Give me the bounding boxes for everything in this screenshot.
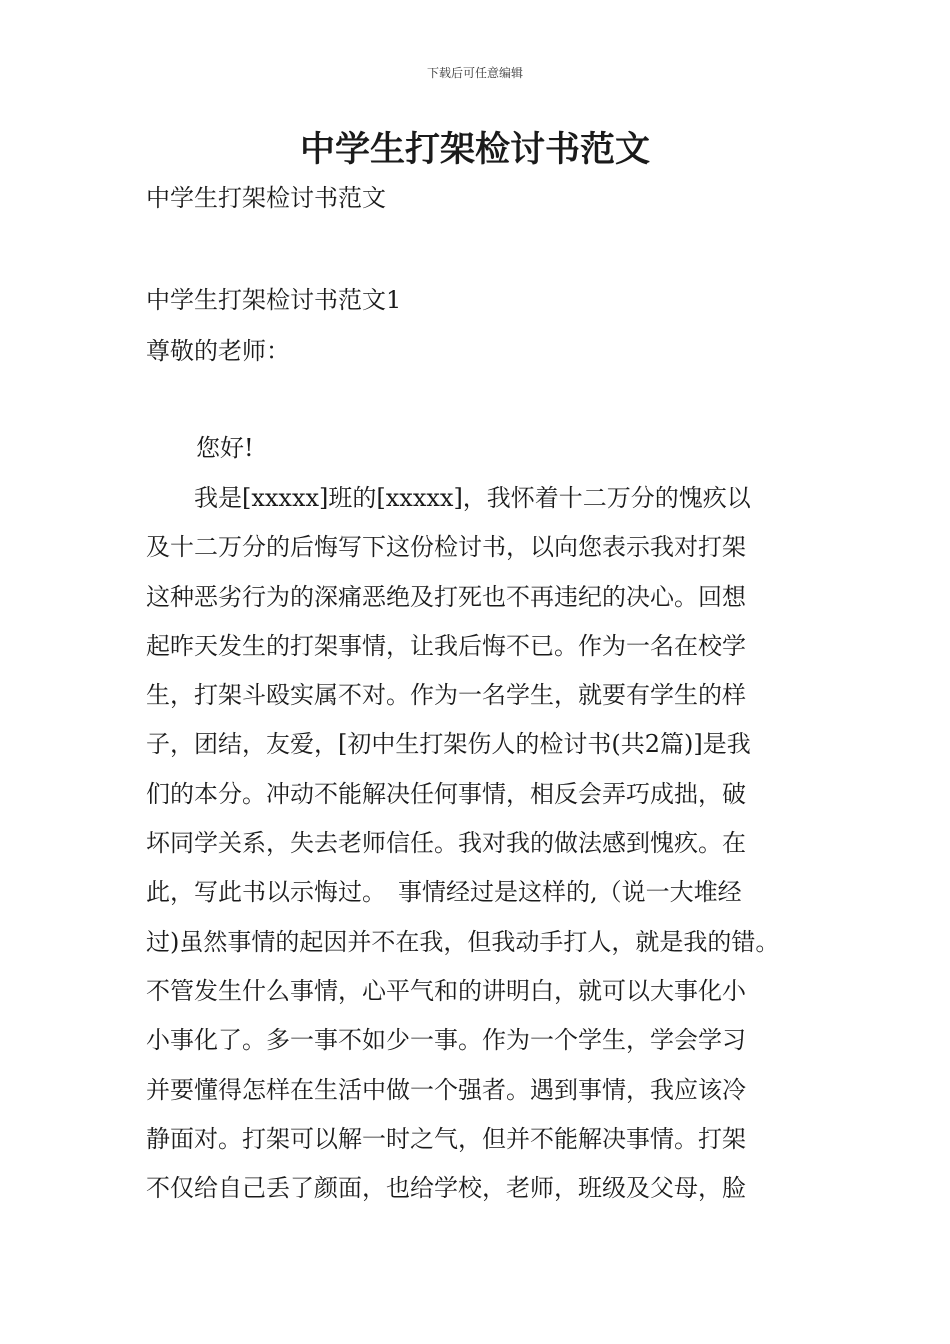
body-line: 我是[xxxxx]班的[xxxxx]，我怀着十二万分的愧疚以 xyxy=(146,484,751,512)
body-line: 不管发生什么事情，心平气和的讲明白，就可以大事化小 xyxy=(146,976,746,1005)
body-line: 静面对。打架可以解一时之气，但并不能解决事情。打架 xyxy=(146,1124,746,1153)
header-note: 下载后可任意编辑 xyxy=(426,66,523,80)
body-line: 此，写此书以示悔过。 事情经过是这样的,（说一大堆经 xyxy=(146,878,742,907)
body-line: 们的本分。冲动不能解决任何事情，相反会弄巧成拙，破 xyxy=(146,779,746,808)
body-line: 子，团结，友爱，[初中生打架伤人的检讨书(共2篇)]是我 xyxy=(146,730,751,759)
greeting: 您好! xyxy=(196,434,254,462)
document-title: 中学生打架检讨书范文 xyxy=(299,129,650,170)
letter-body xyxy=(146,478,806,1217)
body-line: 不仅给自己丢了颜面，也给学校，老师，班级及父母，脸 xyxy=(146,1174,746,1203)
body-line: 小事化了。多一事不如少一事。作为一个学生，学会学习 xyxy=(146,1026,746,1055)
section-heading: 中学生打架检讨书范文1 xyxy=(146,286,402,314)
body-line: 坏同学关系，失去老师信任。我对我的做法感到愧疚。在 xyxy=(146,829,746,858)
document-subtitle: 中学生打架检讨书范文 xyxy=(146,184,386,212)
salutation: 尊敬的老师： xyxy=(146,337,290,365)
body-line: 过)虽然事情的起因并不在我，但我动手打人，就是我的错。 xyxy=(146,927,780,956)
body-line: 并要懂得怎样在生活中做一个强者。遇到事情，我应该冷 xyxy=(146,1075,746,1104)
body-line: 这种恶劣行为的深痛恶绝及打死也不再违纪的决心。回想 xyxy=(146,582,746,611)
body-line: 及十二万分的后悔写下这份检讨书，以向您表示我对打架 xyxy=(146,533,746,562)
body-line: 起昨天发生的打架事情，让我后悔不已。作为一名在校学 xyxy=(146,631,746,660)
body-line: 生，打架斗殴实属不对。作为一名学生，就要有学生的样 xyxy=(146,681,746,710)
